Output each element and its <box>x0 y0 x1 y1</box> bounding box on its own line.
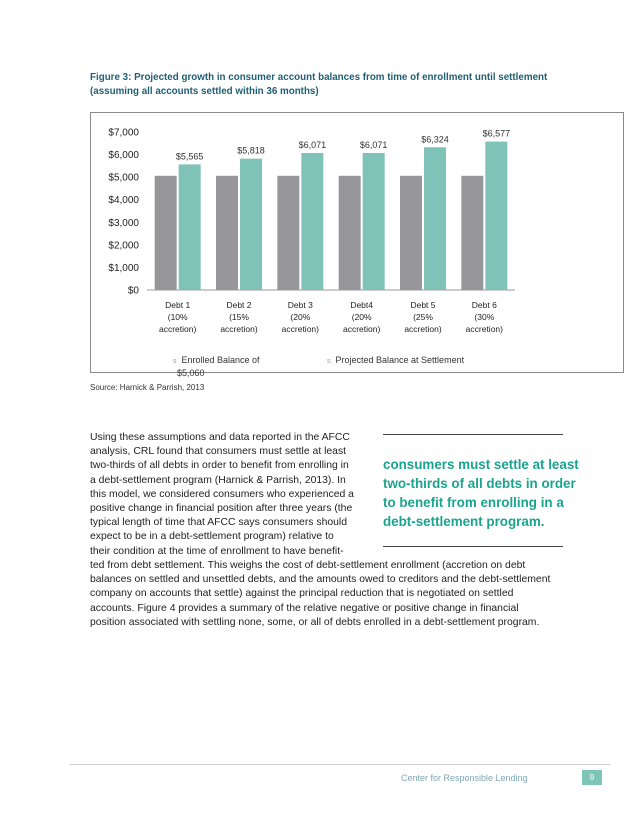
y-tick-label: $2,000 <box>108 240 139 252</box>
x-category-label: accretion) <box>465 324 503 334</box>
x-category-label: (15% <box>229 312 249 322</box>
bar-enrolled-balance <box>400 176 422 290</box>
body-line: position associated with settling none, some, or all of debts enrolled in a debt-settlement program. <box>90 616 540 628</box>
body-line: typical length of time that AFCC says consumers should <box>90 517 347 529</box>
page-number: 9 <box>582 770 602 785</box>
bar-projected-balance <box>301 153 323 290</box>
pull-quote-bottom-rule <box>383 546 563 547</box>
x-category-label: (30% <box>474 312 495 322</box>
x-category-label: Debt 2 <box>226 300 252 310</box>
figure-title <box>90 71 630 99</box>
bar-projected-balance <box>240 159 262 290</box>
y-tick-label: $3,000 <box>108 217 139 229</box>
legend-enrolled-label-1: Enrolled Balance of <box>181 355 260 365</box>
y-tick-label: $6,000 <box>108 150 139 162</box>
x-category-label: Debt 3 <box>287 300 313 310</box>
x-category-label: accretion) <box>343 324 381 334</box>
legend-marker-enrolled: s <box>173 358 177 365</box>
body-line: accounts. Figure 4 provides a summary of the relative negative or positive change in financial <box>90 602 519 614</box>
body-line: expect to be in a debt-settlement program) relative to <box>90 531 334 543</box>
figure-source: Source: Harnick & Parrish, 2013 <box>90 383 205 392</box>
legend-projected <box>327 354 464 368</box>
data-label: $6,324 <box>421 134 449 145</box>
pull-quote <box>383 455 613 531</box>
data-label: $6,577 <box>482 128 511 139</box>
body-line: their condition at the time of enrollment to have benefit- <box>90 545 344 557</box>
data-label: $6,071 <box>298 139 327 150</box>
body-line: analysis, CRL found that consumers must settle at least <box>90 446 347 458</box>
x-category-label: accretion) <box>159 324 197 334</box>
y-tick-label: $0 <box>127 285 139 297</box>
body-line: two-thirds of all debts in order to benefit from enrolling in <box>90 460 349 472</box>
legend-marker-projected: s <box>327 358 331 365</box>
body-line: this model, we considered consumers who experienced a <box>90 488 354 500</box>
footer-org-name: Center for Responsible Lending <box>401 773 528 783</box>
body-line: Using these assumptions and data reported in the AFCC <box>90 432 350 443</box>
x-category-label: Debt4 <box>350 300 374 310</box>
x-category-label: Debt 6 <box>471 300 497 310</box>
figure-title-line-1: Figure 3: Projected growth in consumer account balances from time of enrollment until settlement <box>90 72 548 83</box>
x-category-label: (20% <box>290 312 311 322</box>
bar-enrolled-balance <box>216 176 238 290</box>
body-line: ted from debt settlement. This weighs the cost of debt-settlement enrollment (accretion on debt <box>90 560 526 571</box>
x-category-label: (20% <box>351 312 372 322</box>
x-category-label: Debt 5 <box>410 300 436 310</box>
legend-projected-label: Projected Balance at Settlement <box>335 355 465 365</box>
x-category-label: accretion) <box>220 324 258 334</box>
legend-enrolled <box>173 354 260 368</box>
body-line: positive change in financial position after three years (the <box>90 503 353 515</box>
bar-projected-balance <box>363 153 385 290</box>
bar-enrolled-balance <box>339 176 361 290</box>
bar-projected-balance <box>485 142 507 290</box>
data-label: $6,071 <box>359 139 388 150</box>
bar-enrolled-balance <box>461 176 483 290</box>
pull-quote-line: consumers must settle at least <box>383 457 579 472</box>
y-tick-label: $4,000 <box>108 195 139 207</box>
y-tick-label: $1,000 <box>108 262 139 274</box>
bar-projected-balance <box>424 147 446 290</box>
pull-quote-line: to benefit from enrolling in a <box>383 495 564 510</box>
x-category-label: Debt 1 <box>165 300 191 310</box>
figure-title-line-2: (assuming all accounts settled within 36 months) <box>90 86 319 97</box>
body-line: company on accounts that settle) against the principal reduction that is negotiated on settled <box>90 588 514 600</box>
y-tick-label: $5,000 <box>108 172 139 184</box>
x-category-label: (25% <box>413 312 433 322</box>
bar-chart <box>91 113 623 372</box>
body-line: balances on settled and unsettled debts, and the amounts owed to creditors and the debt-settlement <box>90 574 551 586</box>
bar-enrolled-balance <box>277 176 299 290</box>
x-category-label: (10% <box>167 312 188 322</box>
data-label: $5,818 <box>237 145 265 156</box>
body-paragraph-wide <box>90 559 610 630</box>
data-label: $5,565 <box>175 151 204 162</box>
y-tick-label: $7,000 <box>108 127 139 139</box>
legend-enrolled-label-2: $5,060 <box>177 368 205 378</box>
bar-projected-balance <box>179 164 201 290</box>
body-line: a debt-settlement program (Harnick & Parrish, 2013). In <box>90 474 346 486</box>
bar-enrolled-balance <box>155 176 177 290</box>
chart-frame <box>90 112 624 378</box>
x-category-label: accretion) <box>281 324 319 334</box>
pull-quote-line: two-thirds of all debts in order <box>383 476 576 491</box>
footer-rule <box>70 764 610 765</box>
x-category-label: accretion) <box>404 324 442 334</box>
body-paragraph-narrow <box>90 431 380 559</box>
pull-quote-line: debt-settlement program. <box>383 514 545 529</box>
pull-quote-top-rule <box>383 434 563 435</box>
